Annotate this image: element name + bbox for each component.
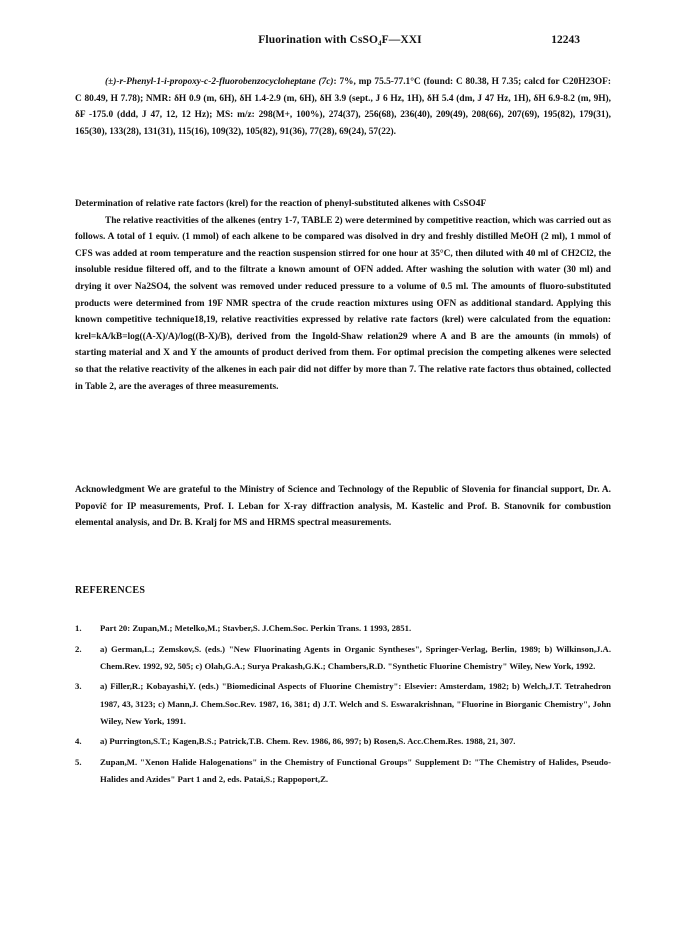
compound-data: : 7%, mp 75.5-77.1°C (found: C 80.38, H 7.35; calcd for C20H23OF: C 80.49, H 7.78); NMR: δH 0.9 (m, 6H), δH 1.4-2.9 (m, 6H), δH 3.9 (sept., J 6 Hz, 1H), δH 5.4 (dm, J 47 Hz, 1H), δH 6.9-8.2 (m, 9H), δF -175.0 (ddd, J 47, 12, 12 Hz); MS: m/z: 298(M+, 100%), 274(37), 256(68), 236(40), 209(49), 208(66), 207(69), 195(82), 179(31), 165(30), 133(28), 131(31), 115(16), 109(32), 105(82), 91(36), 77(28), 69(24), 57(22). [75, 77, 611, 137]
reference-item [75, 620, 611, 637]
reference-item [75, 754, 611, 788]
reference-number: 1. [75, 623, 82, 633]
rate-section-heading: Determination of relative rate factors (krel) for the reaction of phenyl-substituted alkenes with CsSO4F [75, 199, 487, 209]
acknowledgment-heading: Acknowledgment [75, 485, 145, 495]
acknowledgment [75, 482, 611, 532]
compound-name: (±)-r-Phenyl-1-i-propoxy-c-2-fluorobenzocycloheptane (7c) [105, 77, 334, 87]
rate-section [75, 196, 611, 395]
reference-number: 4. [75, 736, 82, 747]
reference-item [75, 641, 611, 675]
reference-text: a) Filler,R.; Kobayashi,Y. (eds.) "Biomedicinal Aspects of Fluorine Chemistry": Elsevier: Amsterdam, 1982; b) Welch,J.T. Tetrahedron 1987, 43, 3123; c) Mann,J. Chem.Soc.Rev. 1987, 16, 381; d) J.T. Welch and S. Eswarakrishnan, "Fluorine in Biorganic Chemistry", John Wiley, New York, 1991. [100, 681, 611, 726]
reference-number: 3. [75, 681, 82, 692]
page-number: 12243 [551, 34, 580, 46]
reference-text: a) Purrington,S.T.; Kagen,B.S.; Patrick,T.B. Chem. Rev. 1986, 86, 997; b) Rosen,S. Acc.Chem.Res. 1988, 21, 307. [100, 736, 516, 747]
reference-item [75, 678, 611, 729]
reference-text: a) German,L.; Zemskov,S. (eds.) "New Fluorinating Agents in Organic Syntheses", Springer-Verlag, Berlin, 1989; b) Wilkinson,J.A. Chem.Rev. 1992, 92, 505; c) Olah,G.A.; Surya Prakash,G.K.; Chambers,R.D. "Synthetic Fluorine Chemistry" Wiley, New York, 1992. [100, 643, 611, 671]
reference-text: Part 20: Zupan,M.; Metelko,M.; Stavber,S. J.Chem.Soc. Perkin Trans. 1 1993, 2851. [100, 623, 412, 633]
rate-section-body: The relative reactivities of the alkenes (entry 1-7, TABLE 2) were determined by competitive reaction, which was carried out as follows. A total of 1 equiv. (1 mmol) of each alkene to be compared was disolved in dry and freshly distilled MeOH (2 ml), 1 mmol of CFS was added at room temperature and the reaction suspension stirred for one hour at 35°C, then diluted with 40 ml of CH2Cl2, the insoluble residue filtered off, and to the filtrate a known amount of OFN added. After washing the solution with water (30 ml) and drying it over Na2SO4, the solvent was removed under reduced pressure to a volume of 0.5 ml. The amounts of fluoro-substituted products were determined from 19F NMR spectra of the crude reaction mixtures using OFN as additional standard. Applying this known competitive technique18,19, relative reactivities expressed by relative rate factors (krel) were calculated from the equation: krel=kA/kB=log((A-X)/A)/log((B-X)/B), derived from the Ingold-Shaw relation29 where A and B are the amounts (in mmols) of starting material and X and Y the amounts of product derived from them. For optimal precision the competing alkenes were selected so that the relative reactivity of the alkenes in each pair did not differ by more than 7. The relative rate factors thus obtained, collected in Table 2, are the averages of three measurements. [75, 215, 611, 392]
reference-item [75, 733, 611, 750]
references-list [75, 620, 611, 792]
compound-entry [75, 74, 611, 140]
running-title: Fluorination with CsSO₄F—XXI [258, 34, 422, 46]
reference-number: 5. [75, 757, 82, 768]
references-title: REFERENCES [75, 585, 146, 596]
reference-number: 2. [75, 643, 82, 654]
acknowledgment-text: We are grateful to the Ministry of Science and Technology of the Republic of Slovenia for financial support, Dr. A. Popovič for IP measurements, Prof. I. Leban for X-ray diffraction analysis, M. Kastelic and Prof. B. Stanovnik for combustion elemental analysis, and Dr. B. Kralj for MS and HRMS spectral measurements. [75, 485, 611, 529]
reference-text: Zupan,M. "Xenon Halide Halogenations" in the Chemistry of Functional Groups" Supplement D: "The Chemistry of Halides, Pseudo-Halides and Azides" Part 1 and 2, eds. Patai,S.; Rappoport,Z. [100, 757, 611, 785]
